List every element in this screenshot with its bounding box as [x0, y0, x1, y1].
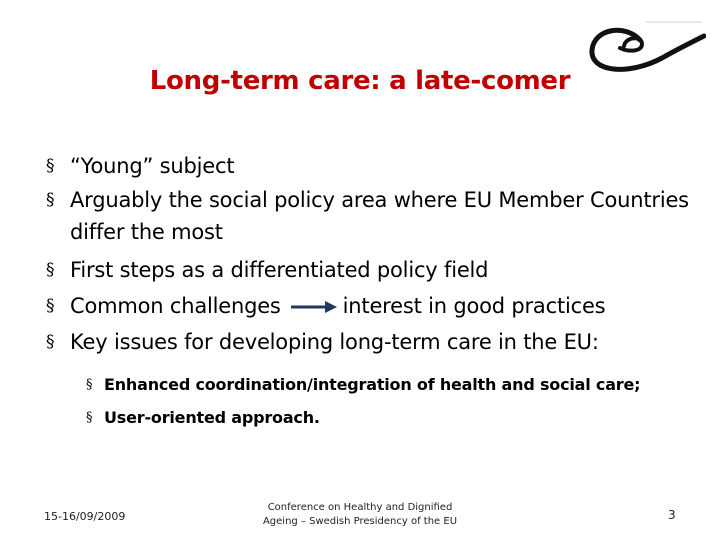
sub-bullet-item [86, 368, 706, 401]
bullet-text-before-arrow: Common challenges [70, 294, 281, 318]
page-number: 3 [668, 508, 676, 522]
footer-conference: Conference on Healthy and Dignified Ageing – Swedish Presidency of the EU [262, 502, 458, 527]
bullet-marker: § [46, 190, 55, 210]
sub-bullet-text: Enhanced coordination/integration of health and social care; [104, 375, 641, 394]
bullet-text: “Young” subject [70, 154, 235, 178]
bullet-marker: § [46, 296, 55, 316]
bullet-marker: § [46, 156, 55, 176]
sub-bullet-marker: § [86, 410, 93, 425]
bullet-marker: § [46, 260, 55, 280]
bullet-text: First steps as a differentiated policy field [70, 258, 489, 282]
bullet-item [46, 324, 696, 360]
bullet-text: Arguably the social policy area where EU Member Countries differ the most [70, 188, 689, 244]
right-arrow-icon [291, 300, 337, 314]
bullet-item [46, 252, 696, 288]
bullet-item [46, 184, 696, 248]
sub-bullet-list [86, 368, 706, 434]
bullet-text-after-arrow: interest in good practices [342, 294, 606, 318]
bullet-item [46, 288, 696, 324]
footer-date: 15-16/09/2009 [44, 510, 126, 523]
sub-bullet-item [86, 401, 706, 434]
sub-bullet-text: User-oriented approach. [104, 408, 320, 427]
bullet-item [46, 148, 696, 184]
bullet-marker: § [46, 332, 55, 352]
bullet-list [46, 148, 696, 360]
sub-bullet-marker: § [86, 377, 93, 392]
slide-title: Long-term care: a late-comer [149, 66, 571, 96]
bullet-text: Key issues for developing long-term care in the EU: [70, 330, 599, 354]
